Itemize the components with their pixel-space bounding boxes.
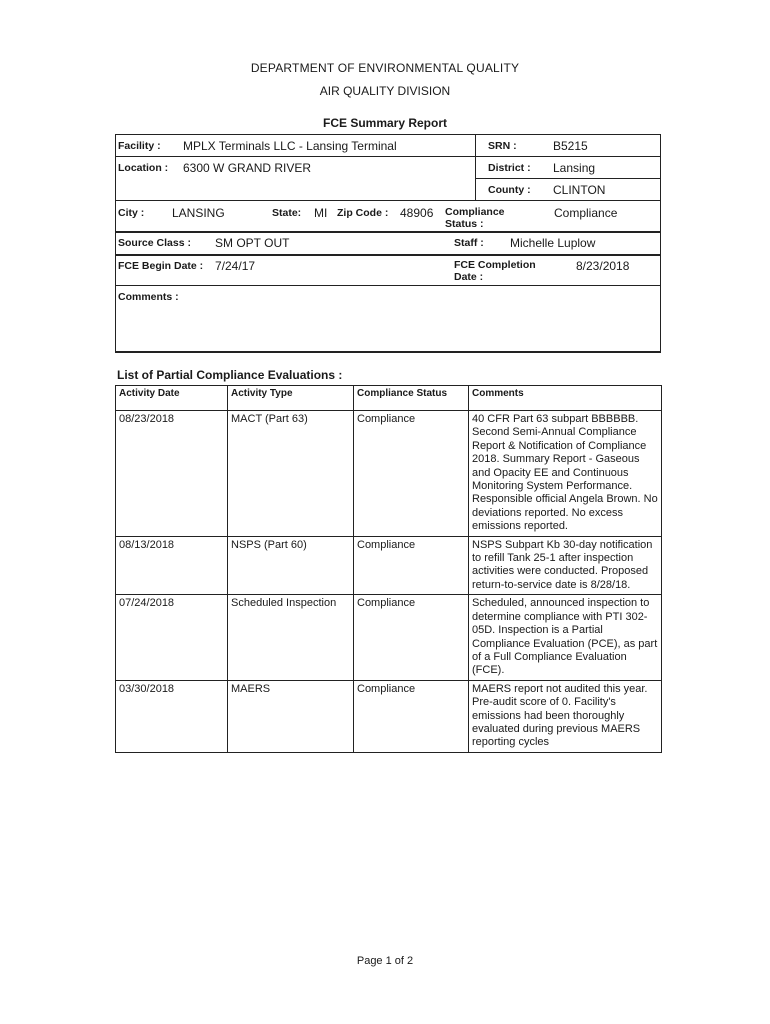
page-number: Page 1 of 2 xyxy=(356,955,414,967)
column-header-activity-date: Activity Date xyxy=(116,386,228,411)
activity-type-cell: NSPS (Part 60) xyxy=(228,536,354,595)
summary-row-divider xyxy=(475,156,661,157)
compliance-status-label-cont: Status : xyxy=(445,218,484,230)
begin-date-value: 7/24/17 xyxy=(215,259,256,273)
summary-row-divider xyxy=(115,231,661,233)
table-row xyxy=(116,680,662,752)
division-heading: AIR QUALITY DIVISION xyxy=(319,84,451,98)
compliance-status-value: Compliance xyxy=(554,206,618,220)
compliance-status-cell: Compliance xyxy=(354,536,469,595)
summary-row-divider xyxy=(475,178,661,179)
department-heading: DEPARTMENT OF ENVIRONMENTAL QUALITY xyxy=(250,61,520,75)
activity-date-cell: 07/24/2018 xyxy=(116,595,228,680)
table-row xyxy=(116,536,662,595)
staff-value: Michelle Luplow xyxy=(510,236,596,250)
report-title: FCE Summary Report xyxy=(322,116,448,130)
district-value: Lansing xyxy=(553,161,596,175)
summary-column-divider xyxy=(475,134,476,200)
county-label: County : xyxy=(488,184,531,196)
completion-date-label-cont: Date : xyxy=(454,271,484,283)
column-header-comments: Comments xyxy=(469,386,662,411)
activity-date-cell: 08/13/2018 xyxy=(116,536,228,595)
county-value: CLINTON xyxy=(553,183,606,197)
source-class-value: SM OPT OUT xyxy=(215,236,290,250)
begin-date-label: FCE Begin Date : xyxy=(118,260,204,272)
state-label: State: xyxy=(272,207,302,219)
compliance-status-cell: Compliance xyxy=(354,680,469,752)
activity-type-cell: Scheduled Inspection xyxy=(228,595,354,680)
column-header-compliance-status: Compliance Status xyxy=(354,386,469,411)
partial-evaluations-table xyxy=(115,385,662,753)
summary-bottom-border xyxy=(115,351,661,353)
compliance-status-cell: Compliance xyxy=(354,595,469,680)
comments-cell: MAERS report not audited this year. Pre-audit score of 0. Facility's emissions had been thoroughly evaluated during previous MAERS reporting cycles xyxy=(469,680,662,752)
activity-type-cell: MACT (Part 63) xyxy=(228,411,354,537)
district-label: District : xyxy=(488,162,531,174)
table-row xyxy=(116,411,662,537)
source-class-label: Source Class : xyxy=(118,237,191,249)
completion-date-value: 8/23/2018 xyxy=(576,259,630,273)
zip-value: 48906 xyxy=(400,206,434,220)
table-header-row xyxy=(116,386,662,411)
compliance-status-cell: Compliance xyxy=(354,411,469,537)
comments-cell: Scheduled, announced inspection to determine compliance with PTI 302-05D. Inspection is a Partial Compliance Evaluation (PCE), as part of a Full Compliance Evaluation (FCE). xyxy=(469,595,662,680)
comments-cell: NSPS Subpart Kb 30-day notification to refill Tank 25-1 after inspection activities were conducted. Proposed return-to-service date is 8/28/18. xyxy=(469,536,662,595)
activity-date-cell: 08/23/2018 xyxy=(116,411,228,537)
summary-row-divider xyxy=(115,285,661,286)
summary-row-divider xyxy=(115,200,661,201)
activity-date-cell: 03/30/2018 xyxy=(116,680,228,752)
partial-evaluations-title: List of Partial Compliance Evaluations : xyxy=(117,368,343,382)
location-label: Location : xyxy=(118,162,169,174)
summary-right-border xyxy=(660,134,661,351)
srn-value: B5215 xyxy=(553,139,588,153)
activity-type-cell: MAERS xyxy=(228,680,354,752)
summary-left-border xyxy=(115,134,116,351)
summary-row-divider xyxy=(115,156,475,157)
facility-label: Facility : xyxy=(118,140,161,152)
staff-label: Staff : xyxy=(454,237,484,249)
column-header-activity-type: Activity Type xyxy=(228,386,354,411)
table-row xyxy=(116,595,662,680)
comments-label: Comments : xyxy=(118,291,179,303)
city-value: LANSING xyxy=(172,206,225,220)
zip-label: Zip Code : xyxy=(337,207,389,219)
city-label: City : xyxy=(118,207,145,219)
srn-label: SRN : xyxy=(488,140,517,152)
summary-row-divider xyxy=(115,254,661,256)
completion-date-label: FCE Completion xyxy=(454,259,536,271)
location-value: 6300 W GRAND RIVER xyxy=(183,161,312,175)
comments-cell: 40 CFR Part 63 subpart BBBBBB. Second Semi-Annual Compliance Report & Notification of Compliance 2018. Summary Report - Gaseous and Opacity EE and Continuous Monitoring System Performance. Responsible official Angela Brown. No deviations reported. No excess emissions reported. xyxy=(469,411,662,537)
facility-value: MPLX Terminals LLC - Lansing Terminal xyxy=(183,139,397,153)
state-value: MI xyxy=(314,206,328,220)
summary-top-border xyxy=(115,134,661,135)
compliance-status-label: Compliance xyxy=(445,206,505,218)
